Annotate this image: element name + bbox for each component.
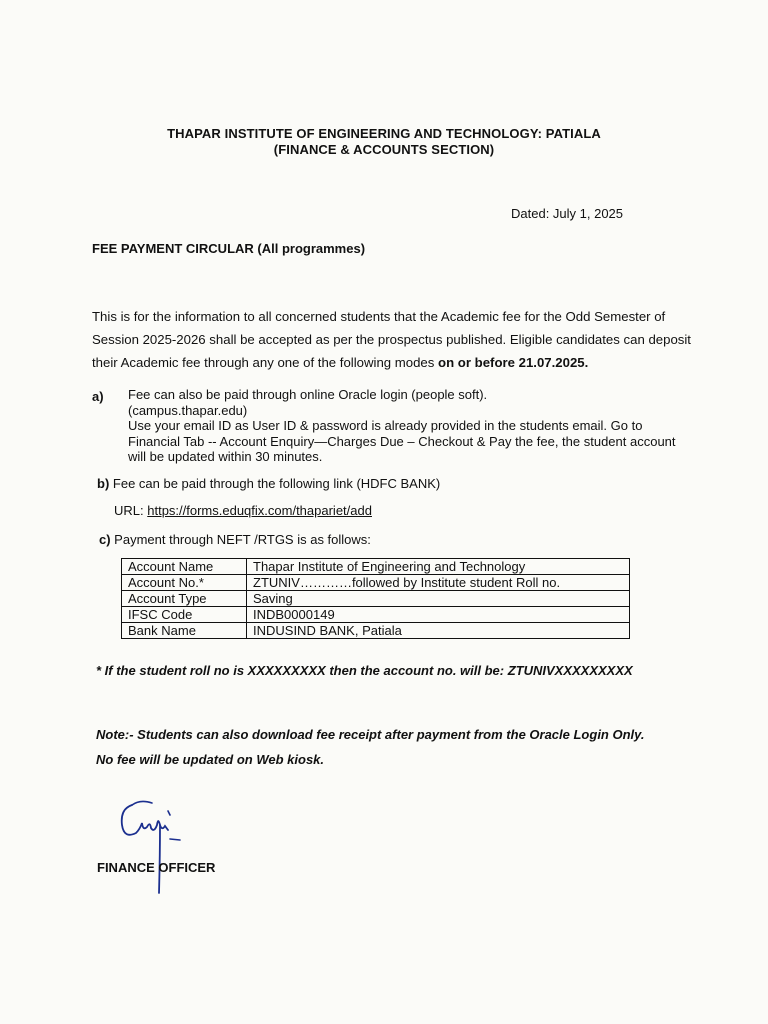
mode-a-instructions: Use your email ID as User ID & password is already provided in the students email. Go to Financial Tab -- Account Enquiry—Charges Due – Checkout & Pay the fee, the student account will be updated within 30 minutes. (128, 418, 676, 464)
signatory-title: FINANCE OFFICER (97, 860, 216, 875)
institute-name: THAPAR INSTITUTE OF ENGINEERING AND TECHNOLOGY: PATIALA (167, 126, 601, 141)
table-value: Thapar Institute of Engineering and Technology (247, 559, 630, 575)
table-key: Account No.* (122, 575, 247, 591)
payment-url-link[interactable]: https://forms.eduqfix.com/thapariet/add (147, 503, 372, 518)
table-row (122, 591, 630, 607)
intro-paragraph (92, 305, 692, 374)
mode-a-line1: Fee can also be paid through online Oracle login (people soft). (128, 387, 488, 402)
payment-url-line (114, 503, 372, 518)
account-number-note: * If the student roll no is XXXXXXXXX then the account no. will be: ZTUNIVXXXXXXXXX (96, 663, 633, 678)
table-row (122, 607, 630, 623)
section-name: (FINANCE & ACCOUNTS SECTION) (273, 142, 495, 157)
mode-c-label: c) (99, 532, 111, 547)
table-value: ZTUNIV…………followed by Institute student Roll no. (247, 575, 630, 591)
table-key: Bank Name (122, 623, 247, 639)
circular-date: Dated: July 1, 2025 (511, 206, 624, 221)
mode-b (97, 476, 440, 491)
intro-text: This is for the information to all concerned students that the Academic fee for the Odd Semester of Session 2025-2026 shall be accepted as per the prospectus published. Eligible candidates can deposit their Academic fee through any one of the following modes (92, 309, 691, 370)
table-key: Account Name (122, 559, 247, 575)
mode-b-text: Fee can be paid through the following link (HDFC BANK) (109, 476, 441, 491)
table-value: Saving (247, 591, 630, 607)
table-row (122, 575, 630, 591)
mode-c-text: Payment through NEFT /RTGS is as follows: (110, 532, 371, 547)
mode-a-portal: (campus.thapar.edu) (128, 402, 248, 418)
signature-scribble (110, 795, 200, 895)
receipt-note: Note:- Students can also download fee receipt after payment from the Oracle Login Only. (96, 727, 645, 742)
table-row (122, 623, 630, 639)
web-kiosk-note: No fee will be updated on Web kiosk. (96, 752, 325, 767)
table-key: IFSC Code (122, 607, 247, 623)
circular-title: FEE PAYMENT CIRCULAR (All programmes) (92, 241, 366, 256)
table-row (122, 559, 630, 575)
bank-details-table (121, 558, 630, 639)
table-value: INDUSIND BANK, Patiala (247, 623, 630, 639)
mode-c (99, 532, 371, 547)
mode-a-text (128, 387, 688, 465)
table-key: Account Type (122, 591, 247, 607)
mode-a-label: a) (92, 389, 104, 404)
url-label: URL: (114, 503, 148, 518)
table-value: INDB0000149 (247, 607, 630, 623)
deadline-text: on or before 21.07.2025. (438, 355, 589, 370)
mode-b-label: b) (97, 476, 110, 491)
